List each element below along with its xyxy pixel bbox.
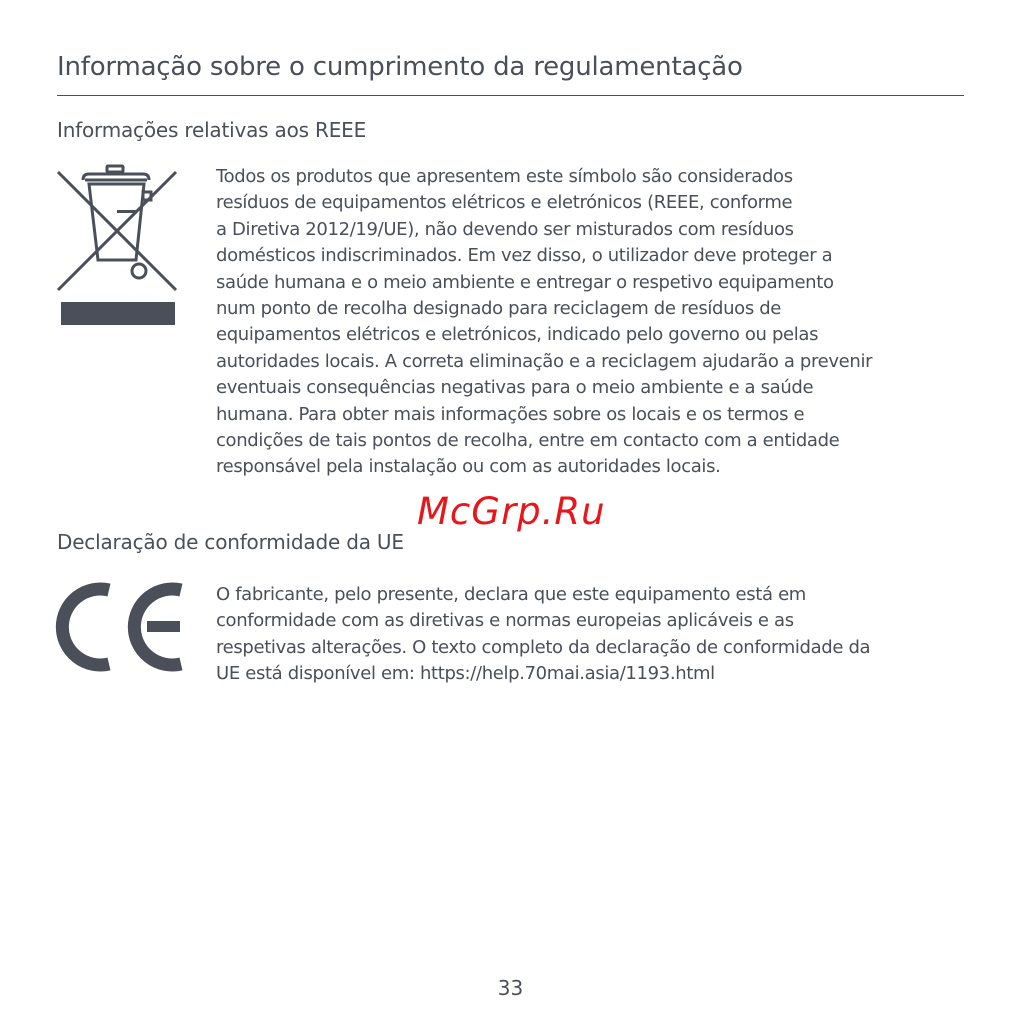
title-divider — [57, 95, 964, 96]
page-number: 33 — [497, 976, 524, 1000]
watermark: McGrp.Ru — [417, 490, 606, 533]
paragraph-line: conformidade com as diretivas e normas europeias aplicáveis e as — [216, 610, 794, 632]
paragraph-line: a Diretiva 2012/19/UE), não devendo ser misturados com resíduos — [216, 218, 794, 240]
paragraph-line: domésticos indiscriminados. Em vez disso, o utilizador deve proteger a — [216, 245, 833, 267]
paragraph-line: eventuais consequências negativas para o meio ambiente e a saúde — [216, 377, 814, 399]
paragraph-line: num ponto de recolha designado para reciclagem de resíduos de — [216, 298, 782, 320]
paragraph-line: condições de tais pontos de recolha, entre em contacto com a entidade — [216, 430, 840, 452]
eu-declaration-paragraph — [216, 582, 976, 688]
paragraph-line: humana. Para obter mais informações sobre os locais e os termos e — [216, 403, 805, 425]
paragraph-line: O fabricante, pelo presente, declara que este equipamento está em — [216, 584, 806, 605]
ce-mark-icon — [55, 580, 185, 672]
paragraph-line: responsável pela instalação ou com as autoridades locais. — [216, 456, 721, 478]
paragraph-line: autoridades locais. A correta eliminação e a reciclagem ajudarão a prevenir — [216, 350, 873, 372]
weee-heading: Informações relativas aos REEE — [57, 118, 367, 142]
paragraph-line: UE está disponível em: https://help.70mai.asia/1193.html — [216, 663, 715, 685]
paragraph-line: Todos os produtos que apresentem este símbolo são considerados — [216, 166, 793, 187]
crossed-out-wheelie-bin-icon — [55, 160, 179, 328]
paragraph-line: equipamentos elétricos e eletrónicos, indicado pelo governo ou pelas — [216, 324, 819, 346]
page-title: Informação sobre o cumprimento da regulamentação — [57, 52, 743, 82]
paragraph-line: resíduos de equipamentos elétricos e eletrónicos (REEE, conforme — [216, 192, 793, 214]
paragraph-line: saúde humana e o meio ambiente e entregar o respetivo equipamento — [216, 271, 834, 293]
weee-paragraph — [216, 164, 976, 481]
eu-declaration-heading: Declaração de conformidade da UE — [57, 530, 404, 554]
paragraph-line: respetivas alterações. O texto completo da declaração de conformidade da — [216, 636, 871, 658]
